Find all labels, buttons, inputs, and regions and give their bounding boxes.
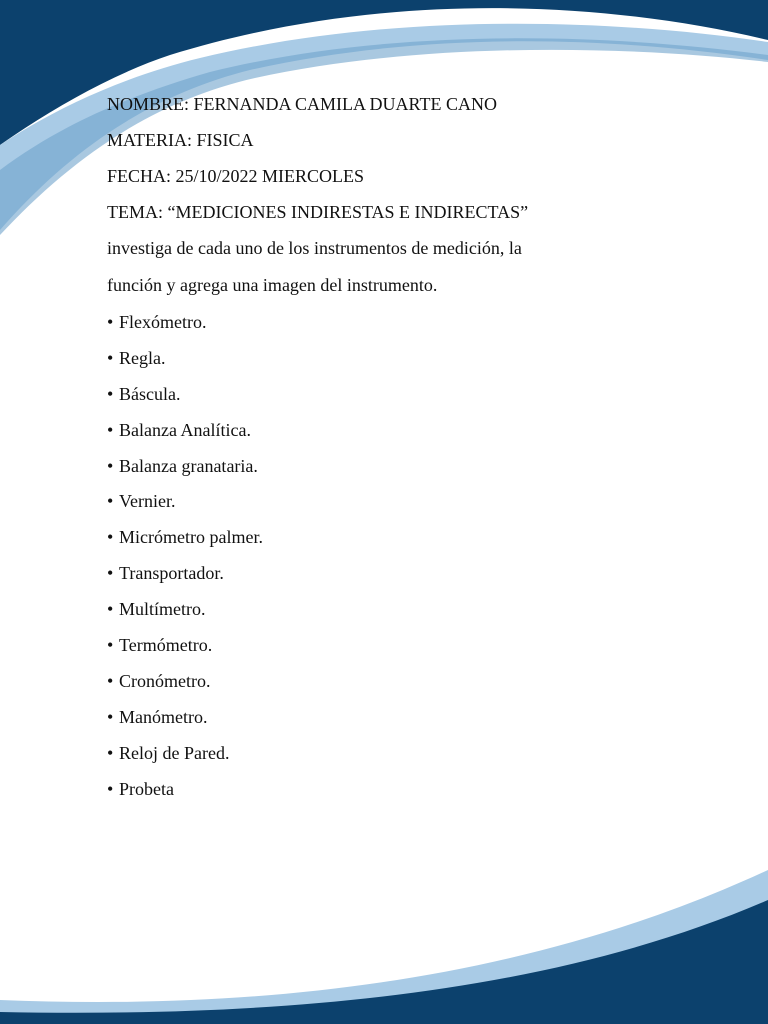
- list-item: [107, 380, 727, 416]
- list-item-text: Balanza Analítica.: [119, 419, 251, 440]
- instruction-line-2: función y agrega una imagen del instrumento.: [107, 275, 438, 295]
- student-name: NOMBRE: FERNANDA CAMILA DUARTE CANO: [107, 94, 497, 114]
- bullet: •: [107, 419, 114, 440]
- list-item: [107, 344, 727, 380]
- list-item: [107, 595, 727, 631]
- bullet: •: [107, 635, 114, 656]
- list-item-text: Balanza granataria.: [119, 455, 258, 476]
- bullet: •: [107, 347, 114, 368]
- list-item-text: Vernier.: [119, 491, 176, 512]
- bullet: •: [107, 599, 114, 620]
- list-item: [107, 667, 727, 703]
- bullet: •: [107, 383, 114, 404]
- list-item-text: Micrómetro palmer.: [119, 527, 263, 548]
- bullet: •: [107, 778, 114, 799]
- bullet: •: [107, 706, 114, 727]
- list-item: [107, 631, 727, 667]
- list-item-text: Flexómetro.: [119, 312, 207, 332]
- list-item: [107, 487, 727, 523]
- list-item-text: Probeta: [119, 778, 174, 799]
- subject: MATERIA: FISICA: [107, 130, 254, 150]
- list-item: [107, 452, 727, 488]
- list-item-text: Multímetro.: [119, 599, 206, 620]
- topic: TEMA: “MEDICIONES INDIRESTAS E INDIRECTAS”: [107, 202, 529, 222]
- document-body: [107, 90, 727, 810]
- list-item-text: Báscula.: [119, 383, 181, 404]
- instruction-line-1: investiga de cada uno de los instrumentos de medición, la: [107, 238, 522, 258]
- instrument-list: [107, 308, 727, 810]
- list-item: [107, 739, 727, 775]
- bullet: •: [107, 563, 114, 584]
- list-item: [107, 703, 727, 739]
- bullet: •: [107, 670, 114, 691]
- list-item-text: Manómetro.: [119, 706, 208, 727]
- list-item-text: Termómetro.: [119, 635, 213, 656]
- bullet: •: [107, 527, 114, 548]
- bullet: •: [107, 491, 114, 512]
- bullet: •: [107, 742, 114, 763]
- list-item: [107, 308, 727, 344]
- date: FECHA: 25/10/2022 MIERCOLES: [107, 166, 365, 186]
- bullet: •: [107, 312, 114, 332]
- list-item: [107, 523, 727, 559]
- list-item-text: Transportador.: [119, 563, 224, 584]
- list-item: [107, 559, 727, 595]
- list-item-text: Cronómetro.: [119, 670, 211, 691]
- list-item-text: Regla.: [119, 347, 166, 368]
- list-item: [107, 416, 727, 452]
- list-item: [107, 775, 727, 811]
- list-item-text: Reloj de Pared.: [119, 742, 230, 763]
- bullet: •: [107, 455, 114, 476]
